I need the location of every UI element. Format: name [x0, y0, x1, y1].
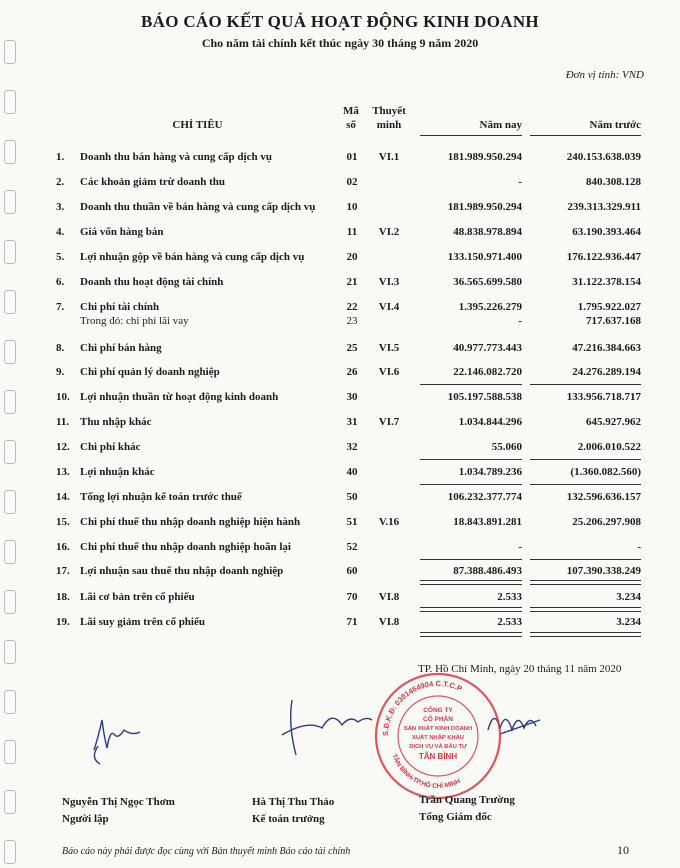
- table-row: [0, 466, 680, 482]
- table-row: [0, 616, 680, 632]
- row-previous: (1.360.082.560): [570, 466, 641, 478]
- row-previous: -: [637, 541, 641, 553]
- subtotal-underline-previous: [530, 384, 641, 385]
- header-underline-previous: [530, 135, 641, 136]
- row-previous: 107.390.338.249: [566, 565, 641, 577]
- place-date: TP. Hồ Chí Minh, ngày 20 tháng 11 năm 2020: [418, 663, 622, 675]
- footer-note: Báo cáo này phải được đọc cùng với Bản thuyết minh Báo cáo tài chính: [62, 846, 351, 857]
- row-current: 1.395.226.279: [458, 301, 522, 313]
- eps-double-underline-previous: [530, 632, 641, 637]
- row-number: 7.: [56, 301, 65, 313]
- row-previous: 240.153.638.039: [566, 151, 641, 163]
- row-note: VI.3: [378, 276, 400, 288]
- row-number: 4.: [56, 226, 65, 238]
- table-row: [0, 441, 680, 457]
- row-label: Chi phí thuế thu nhập doanh nghiệp hiện hành: [80, 516, 301, 528]
- table-row: [0, 416, 680, 432]
- table-row: [0, 276, 680, 292]
- page-number: 10: [617, 843, 629, 857]
- director-role: Tổng Giám đốc: [419, 811, 492, 823]
- table-row: [0, 391, 680, 407]
- row-number: 6.: [56, 276, 65, 288]
- row-code: 31: [346, 416, 358, 428]
- seal-line1: CÔNG TY: [423, 707, 453, 714]
- header-note: [362, 104, 416, 132]
- row-previous: 31.122.378.154: [572, 276, 641, 288]
- header-code-line1: Mã: [343, 105, 359, 117]
- table-row: [0, 226, 680, 242]
- row-label: Chi phí khác: [80, 441, 141, 453]
- table-row: [0, 342, 680, 358]
- row-note: VI.2: [378, 226, 400, 238]
- row-code: 70: [346, 591, 358, 603]
- row-code: 30: [346, 391, 358, 403]
- header-current-year: Năm nay: [479, 119, 522, 131]
- row-number: 10.: [56, 391, 70, 403]
- row-code: 52: [346, 541, 358, 553]
- report-subtitle: Cho năm tài chính kết thúc ngày 30 tháng 9 năm 2020: [201, 36, 479, 50]
- table-row: [0, 366, 680, 382]
- row-code: 25: [346, 342, 358, 354]
- row-previous: 1.795.922.027: [577, 301, 641, 313]
- row-previous: 840.308.128: [586, 176, 641, 188]
- header-previous-year: Năm trước: [589, 119, 641, 131]
- row-number: 12.: [56, 441, 70, 453]
- row-label: Lợi nhuận thuần từ hoạt động kinh doanh: [80, 391, 279, 403]
- row-note: VI.5: [378, 342, 400, 354]
- row-number: 3.: [56, 201, 65, 213]
- report-title: BÁO CÁO KẾT QUẢ HOẠT ĐỘNG KINH DOANH: [141, 12, 539, 31]
- row-number: 8.: [56, 342, 65, 354]
- row-previous: 63.190.393.464: [572, 226, 641, 238]
- preparer-signature: [80, 700, 160, 770]
- row-code: 51: [346, 516, 358, 528]
- row-label: Chi phí bán hàng: [80, 342, 162, 354]
- row-note: VI.7: [378, 416, 400, 428]
- row-previous: 133.956.718.717: [566, 391, 641, 403]
- row-number: 15.: [56, 516, 70, 528]
- seal-line5: DỊCH VỤ VÀ ĐẦU TƯ: [409, 744, 467, 750]
- row-current: 1.034.844.296: [458, 416, 522, 428]
- row-previous: 132.596.636.157: [566, 491, 641, 503]
- row-current: 106.232.377.774: [447, 491, 522, 503]
- seal-line2: CỔ PHẦN: [423, 716, 453, 723]
- row-current: 133.150.971.400: [447, 251, 522, 263]
- row-label: Lợi nhuận sau thuế thu nhập doanh nghiệp: [80, 565, 284, 577]
- row-previous: 25.206.297.908: [572, 516, 641, 528]
- row-sublabel: Trong đó: chi phí lãi vay: [80, 315, 189, 327]
- preparer-role: Người lập: [62, 813, 109, 825]
- row-previous: 239.313.329.911: [567, 201, 641, 213]
- total-double-underline-previous: [530, 580, 641, 585]
- eps-double-underline-current: [420, 607, 522, 612]
- row-label: Lợi nhuận gộp về bán hàng và cung cấp dịch vụ: [80, 251, 305, 263]
- row-label: Giá vốn hàng bán: [80, 226, 164, 238]
- subtotal-underline-previous: [530, 459, 641, 460]
- row-code: 40: [346, 466, 358, 478]
- row-current: 2.533: [497, 591, 522, 603]
- table-row: [0, 251, 680, 267]
- table-row: [0, 541, 680, 557]
- row-code: 01: [346, 151, 358, 163]
- seal-line4: XUẤT NHẬP KHẨU: [411, 735, 465, 741]
- row-label: Doanh thu thuần về bán hàng và cung cấp dịch vụ: [80, 201, 316, 213]
- row-label: Lãi cơ bản trên cổ phiếu: [80, 591, 195, 603]
- row-label: Lợi nhuận khác: [80, 466, 155, 478]
- row-code: 20: [346, 251, 358, 263]
- row-previous: 3.234: [616, 591, 641, 603]
- row-code: 26: [346, 366, 358, 378]
- accountant-signature: [262, 680, 382, 770]
- row-code: 11: [346, 226, 358, 238]
- row-current: 40.977.773.443: [453, 342, 522, 354]
- row-number: 11.: [56, 416, 70, 428]
- header-underline-current: [420, 135, 522, 136]
- row-code: 22: [346, 301, 358, 313]
- row-current: 2.533: [497, 616, 522, 628]
- total-double-underline-current: [420, 580, 522, 585]
- row-number: 14.: [56, 491, 70, 503]
- row-note: VI.8: [378, 591, 400, 603]
- subtotal-underline-previous: [530, 559, 641, 560]
- row-label: Các khoản giảm trừ doanh thu: [80, 176, 226, 188]
- row-label: Lãi suy giảm trên cổ phiếu: [80, 616, 205, 628]
- row-subcurrent: -: [518, 315, 522, 327]
- row-number: 1.: [56, 151, 65, 163]
- row-previous: 24.276.289.194: [572, 366, 641, 378]
- subtotal-underline-current: [420, 484, 522, 485]
- row-note: VI.8: [378, 616, 400, 628]
- row-label: Doanh thu bán hàng và cung cấp dịch vụ: [80, 151, 272, 163]
- subtotal-underline-current: [420, 559, 522, 560]
- eps-double-underline-previous: [530, 607, 641, 612]
- row-current: 105.197.588.538: [447, 391, 522, 403]
- row-number: 18.: [56, 591, 70, 603]
- row-code: 21: [346, 276, 358, 288]
- row-current: 87.388.486.493: [453, 565, 522, 577]
- row-label: Chi phí quản lý doanh nghiệp: [80, 366, 220, 378]
- row-previous: 2.006.010.522: [577, 441, 641, 453]
- row-subprevious: 717.637.168: [586, 315, 641, 327]
- accountant-role: Kế toán trưởng: [252, 813, 325, 825]
- subtotal-underline-current: [420, 384, 522, 385]
- seal-bottom-text: TÂN BÌNH-TP.HỒ CHÍ MINH: [390, 753, 462, 791]
- row-current: -: [518, 176, 522, 188]
- row-previous: 645.927.962: [586, 416, 641, 428]
- row-previous: 176.122.936.447: [566, 251, 641, 263]
- row-previous: 47.216.384.663: [572, 342, 641, 354]
- row-previous: 3.234: [616, 616, 641, 628]
- table-row: [0, 201, 680, 217]
- row-current: 181.989.950.294: [447, 201, 522, 213]
- binding-holes: [0, 0, 22, 868]
- row-number: 16.: [56, 541, 70, 553]
- seal-code-text: S.Đ.K.Đ: 0301464904 C.T.C.P: [380, 679, 464, 737]
- header-note-line2: minh: [376, 119, 402, 131]
- row-note: VI.4: [378, 301, 400, 313]
- row-code: 02: [346, 176, 358, 188]
- row-current: 48.838.978.894: [453, 226, 522, 238]
- row-current: 181.989.950.294: [447, 151, 522, 163]
- seal-line6: TÂN BÌNH: [418, 752, 458, 761]
- accountant-name: Hà Thị Thu Thảo: [252, 796, 335, 808]
- row-label: Chi phí tài chính: [80, 301, 160, 313]
- seal-line3: SẢN XUẤT KINH DOANH: [403, 726, 473, 732]
- header-code-line2: số: [346, 119, 356, 131]
- row-number: 13.: [56, 466, 70, 478]
- row-note: V.16: [378, 516, 400, 528]
- director-name: Trần Quang Trường: [419, 794, 515, 806]
- eps-double-underline-current: [420, 632, 522, 637]
- table-row: [0, 151, 680, 167]
- row-note: VI.1: [378, 151, 400, 163]
- row-code: 50: [346, 491, 358, 503]
- row-current: 22.146.082.720: [453, 366, 522, 378]
- row-number: 5.: [56, 251, 65, 263]
- header-item: CHỈ TIÊU: [172, 119, 223, 131]
- row-code: 10: [346, 201, 358, 213]
- row-label: Doanh thu hoạt động tài chính: [80, 276, 224, 288]
- row-number: 9.: [56, 366, 65, 378]
- subtotal-underline-current: [420, 459, 522, 460]
- table-row: [0, 516, 680, 532]
- row-current: 55.060: [491, 441, 522, 453]
- company-seal: [368, 666, 508, 806]
- preparer-name: Nguyễn Thị Ngọc Thơm: [62, 796, 175, 808]
- row-label: Thu nhập khác: [80, 416, 152, 428]
- header-note-line1: Thuyết: [372, 105, 406, 117]
- row-number: 2.: [56, 176, 65, 188]
- table-row: [0, 176, 680, 192]
- row-note: VI.6: [378, 366, 400, 378]
- table-row: [0, 565, 680, 581]
- row-current: -: [518, 541, 522, 553]
- row-current: 1.034.789.236: [458, 466, 522, 478]
- row-current: 36.565.699.580: [453, 276, 522, 288]
- currency-unit: Đơn vị tính: VND: [565, 69, 644, 81]
- row-subcode: 23: [346, 315, 358, 327]
- table-row: [0, 491, 680, 507]
- subtotal-underline-previous: [530, 484, 641, 485]
- row-number: 19.: [56, 616, 70, 628]
- row-label: Chi phí thuế thu nhập doanh nghiệp hoãn lại: [80, 541, 291, 553]
- row-current: 18.843.891.281: [453, 516, 522, 528]
- table-row: [0, 301, 680, 331]
- row-code: 32: [346, 441, 358, 453]
- row-number: 17.: [56, 565, 70, 577]
- table-row: [0, 591, 680, 607]
- row-label: Tổng lợi nhuận kế toán trước thuế: [80, 491, 242, 503]
- row-code: 71: [346, 616, 358, 628]
- row-code: 60: [346, 565, 358, 577]
